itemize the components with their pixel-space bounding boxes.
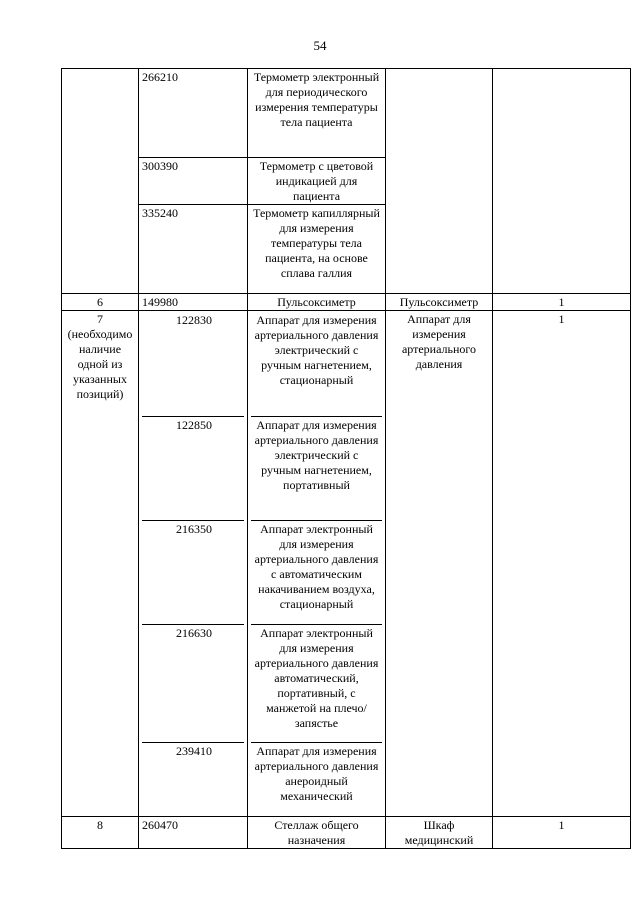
table-row <box>62 294 631 311</box>
item-code: 335240 <box>139 205 248 294</box>
item-code: 216630 <box>142 624 244 742</box>
continuation-qty-cell <box>493 69 631 294</box>
item-quantity: 1 <box>493 311 631 817</box>
item-name: Аппарат электронный для измерения артериального давления с автоматическим накачиванием воздуха, стационарный <box>251 520 382 624</box>
row-note: (необходимо наличие одной из указанных позиций) <box>67 327 133 401</box>
item-code: 300390 <box>139 158 248 205</box>
item-code: 149980 <box>139 294 248 311</box>
item-code: 122830 <box>176 313 212 327</box>
item-quantity: 1 <box>493 817 631 849</box>
item-code: 260470 <box>139 817 248 849</box>
row-number-cell <box>62 311 139 817</box>
page-number: 54 <box>313 38 327 53</box>
continuation-num-cell <box>62 69 139 294</box>
row-number: 8 <box>62 817 139 849</box>
name-column <box>248 311 386 817</box>
item-name: Аппарат электронный для измерения артериального давления автоматический, портативный, с манжетой на плечо/запястье <box>251 624 382 742</box>
item-name: Стеллаж общего назначения <box>248 817 386 849</box>
item-name: Термометр капиллярный для измерения температуры тела пациента, на основе сплава галлия <box>248 205 386 294</box>
equipment-table <box>61 68 631 849</box>
item-name: Аппарат для измерения артериального давления электрический с ручным нагнетением, портативный <box>251 416 382 520</box>
table-row <box>62 69 631 158</box>
item-name: Аппарат для измерения артериального давления электрический с ручным нагнетением, стационарный <box>254 313 379 387</box>
item-code: 239410 <box>142 742 244 816</box>
item-name: Термометр с цветовой индикацией для пациента <box>248 158 386 205</box>
item-quantity: 1 <box>493 294 631 311</box>
table-row <box>62 311 631 817</box>
item-name: Аппарат для измерения артериального давления анероидный механический <box>251 742 382 816</box>
continuation-type-cell <box>386 69 493 294</box>
item-code: 216350 <box>142 520 244 624</box>
item-code: 266210 <box>139 69 248 158</box>
item-name: Пульсоксиметр <box>248 294 386 311</box>
item-type: Шкаф медицинский <box>386 817 493 849</box>
code-column <box>139 311 248 817</box>
item-type: Аппарат для измерения артериального давления <box>386 311 493 817</box>
row-number: 6 <box>62 294 139 311</box>
row-number: 7 <box>97 312 103 326</box>
item-code: 122850 <box>142 416 244 520</box>
table-row <box>62 817 631 849</box>
item-name: Термометр электронный для периодического измерения температуры тела пациента <box>248 69 386 158</box>
item-type: Пульсоксиметр <box>386 294 493 311</box>
